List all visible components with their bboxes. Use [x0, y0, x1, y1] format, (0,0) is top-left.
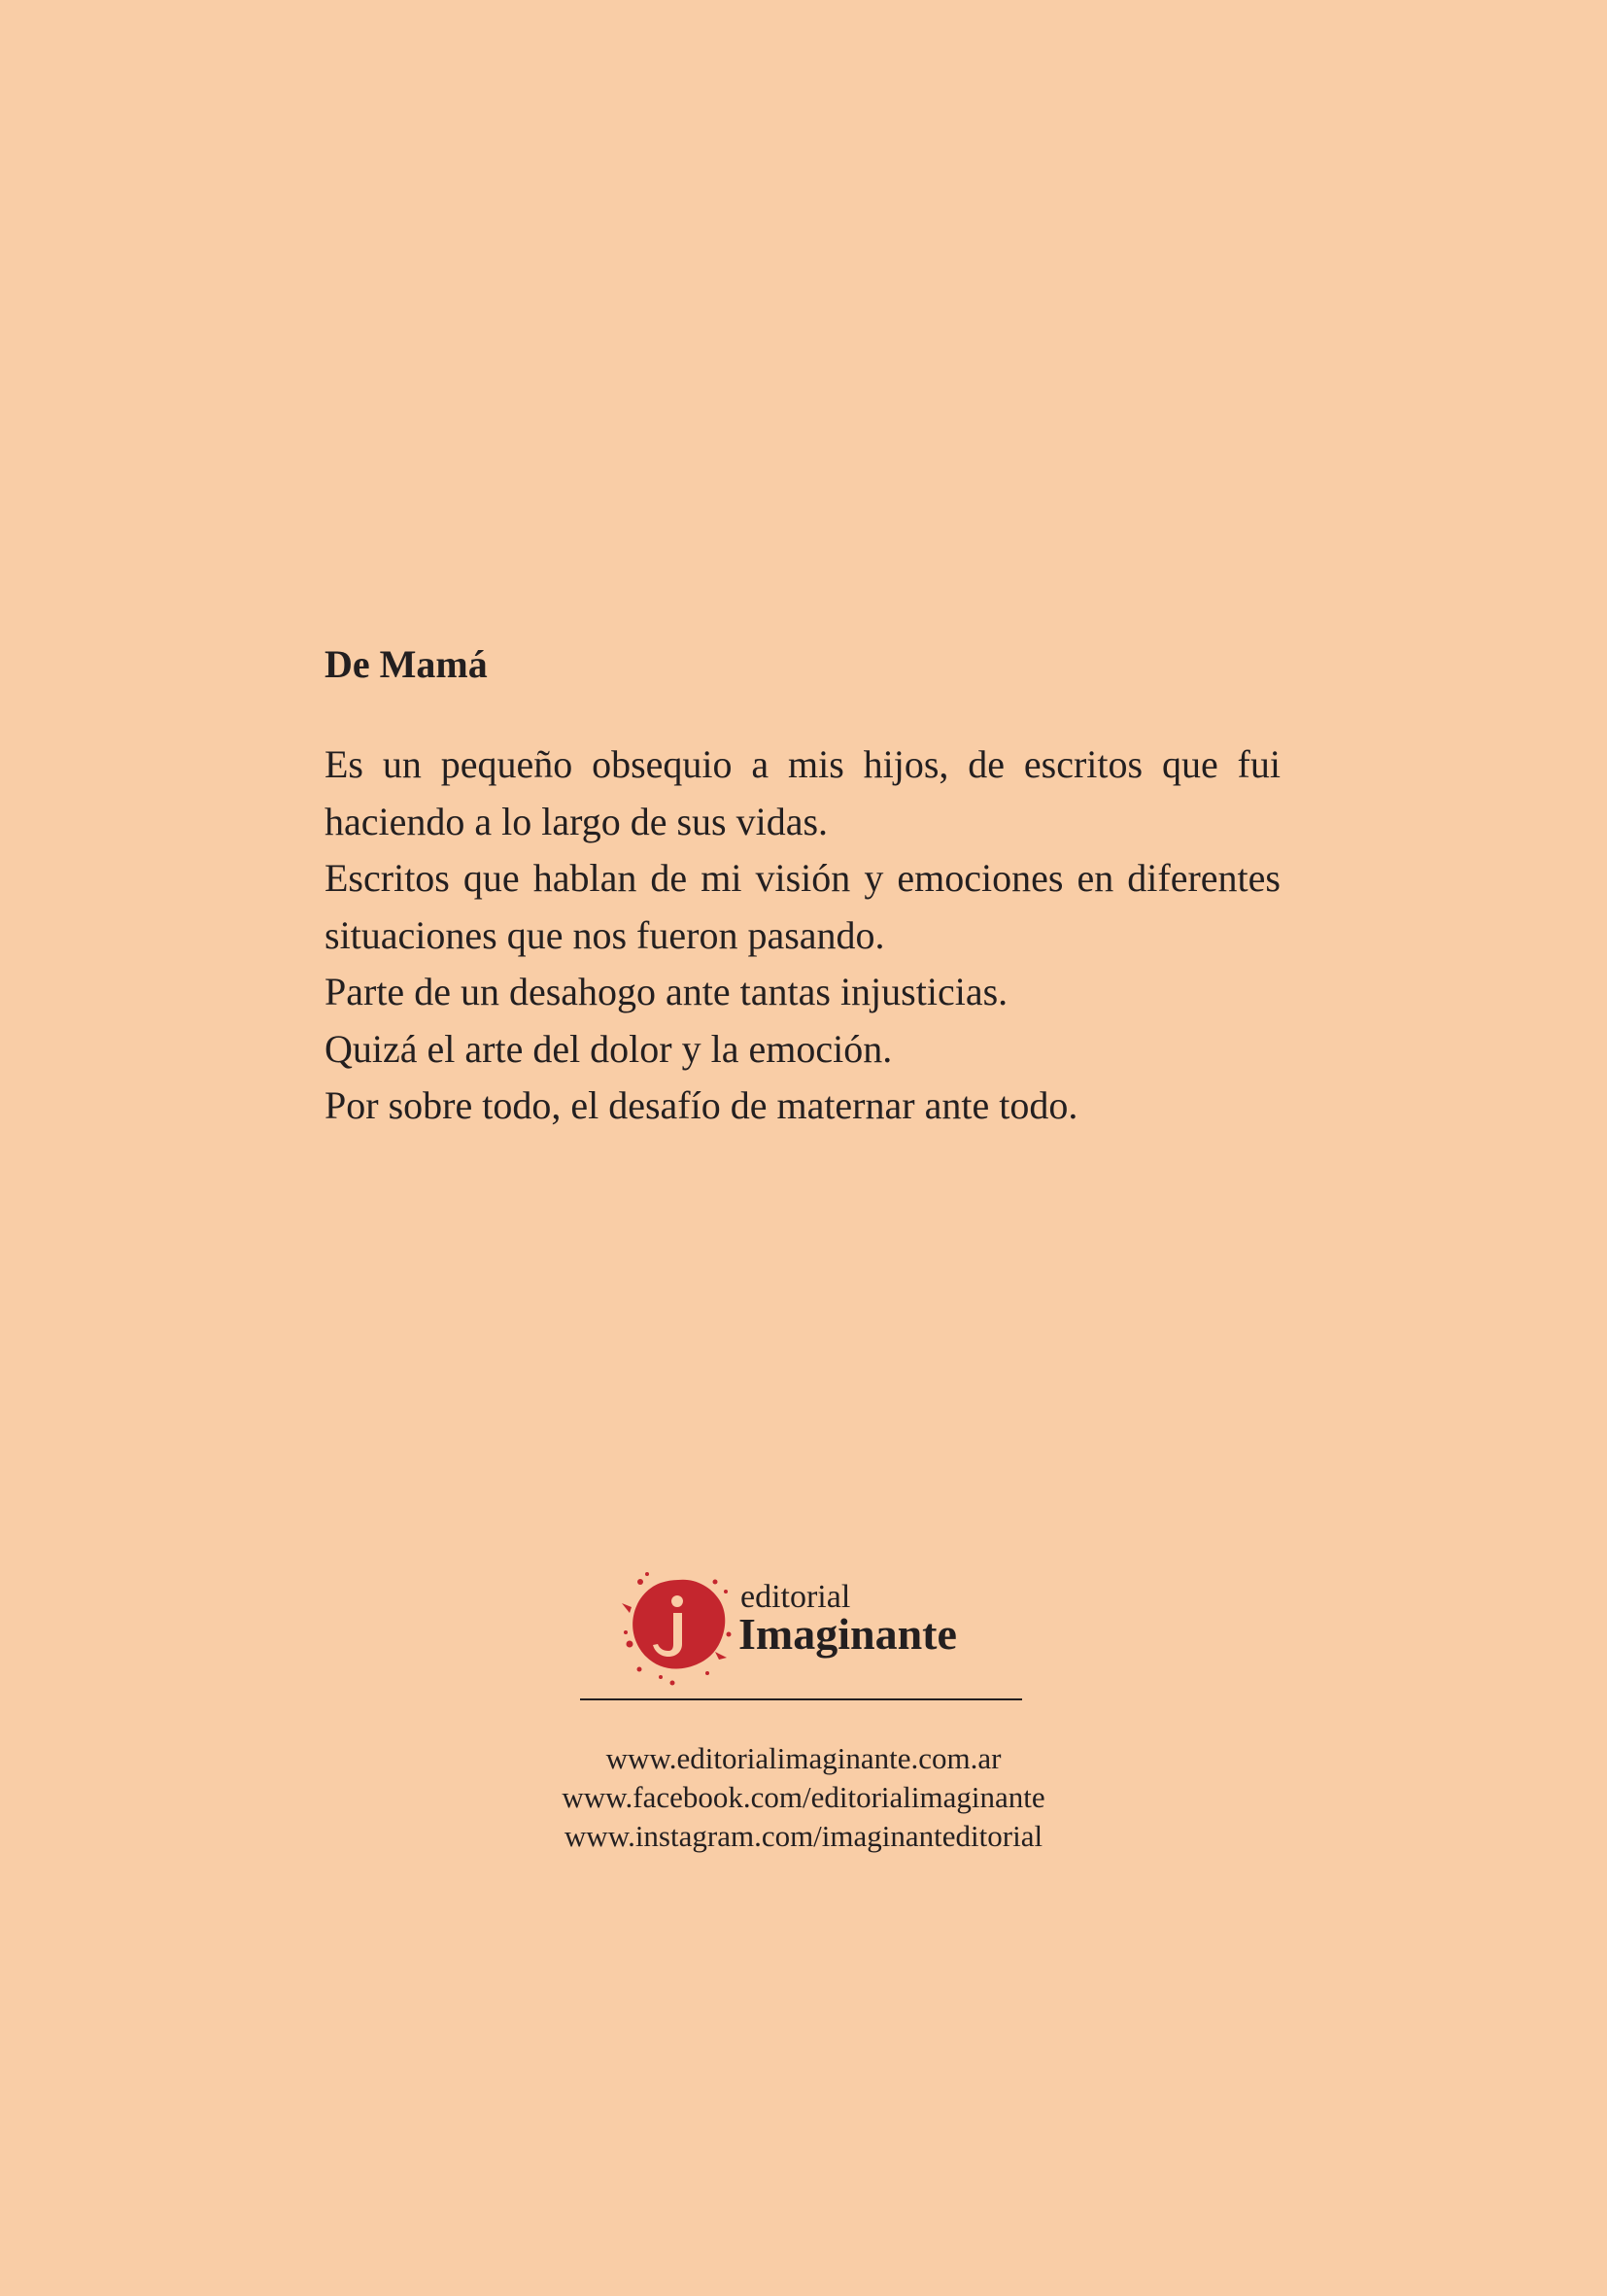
- publisher-label: editorial: [740, 1579, 851, 1615]
- paragraph: Parte de un desahogo ante tantas injusticias.: [325, 970, 1009, 1013]
- paragraph: Quizá el arte del dolor y la emoción.: [325, 1026, 893, 1071]
- publisher-name: Imaginante: [738, 1609, 957, 1659]
- website-link[interactable]: www.editorialimaginante.com.ar: [605, 1741, 1002, 1775]
- page-title: De Mamá: [325, 642, 488, 686]
- facebook-link[interactable]: www.facebook.com/editorialimaginante: [562, 1780, 1045, 1814]
- publisher-logo: [618, 1562, 987, 1689]
- paragraph: Escritos que hablan de mi visión y emociones en diferentes situaciones que nos fueron pasando.: [325, 856, 1281, 957]
- paragraph: Por sobre todo, el desafío de maternar ante todo.: [325, 1083, 1078, 1127]
- publisher-links: [463, 1739, 1144, 1856]
- dedication-text: [325, 737, 1281, 1135]
- instagram-link[interactable]: www.instagram.com/imaginanteditorial: [564, 1819, 1043, 1853]
- ink-splash-i-icon: [618, 1562, 735, 1687]
- paragraph: Es un pequeño obsequio a mis hijos, de escritos que fui haciendo a lo largo de sus vidas.: [325, 742, 1281, 843]
- divider: [580, 1698, 1022, 1700]
